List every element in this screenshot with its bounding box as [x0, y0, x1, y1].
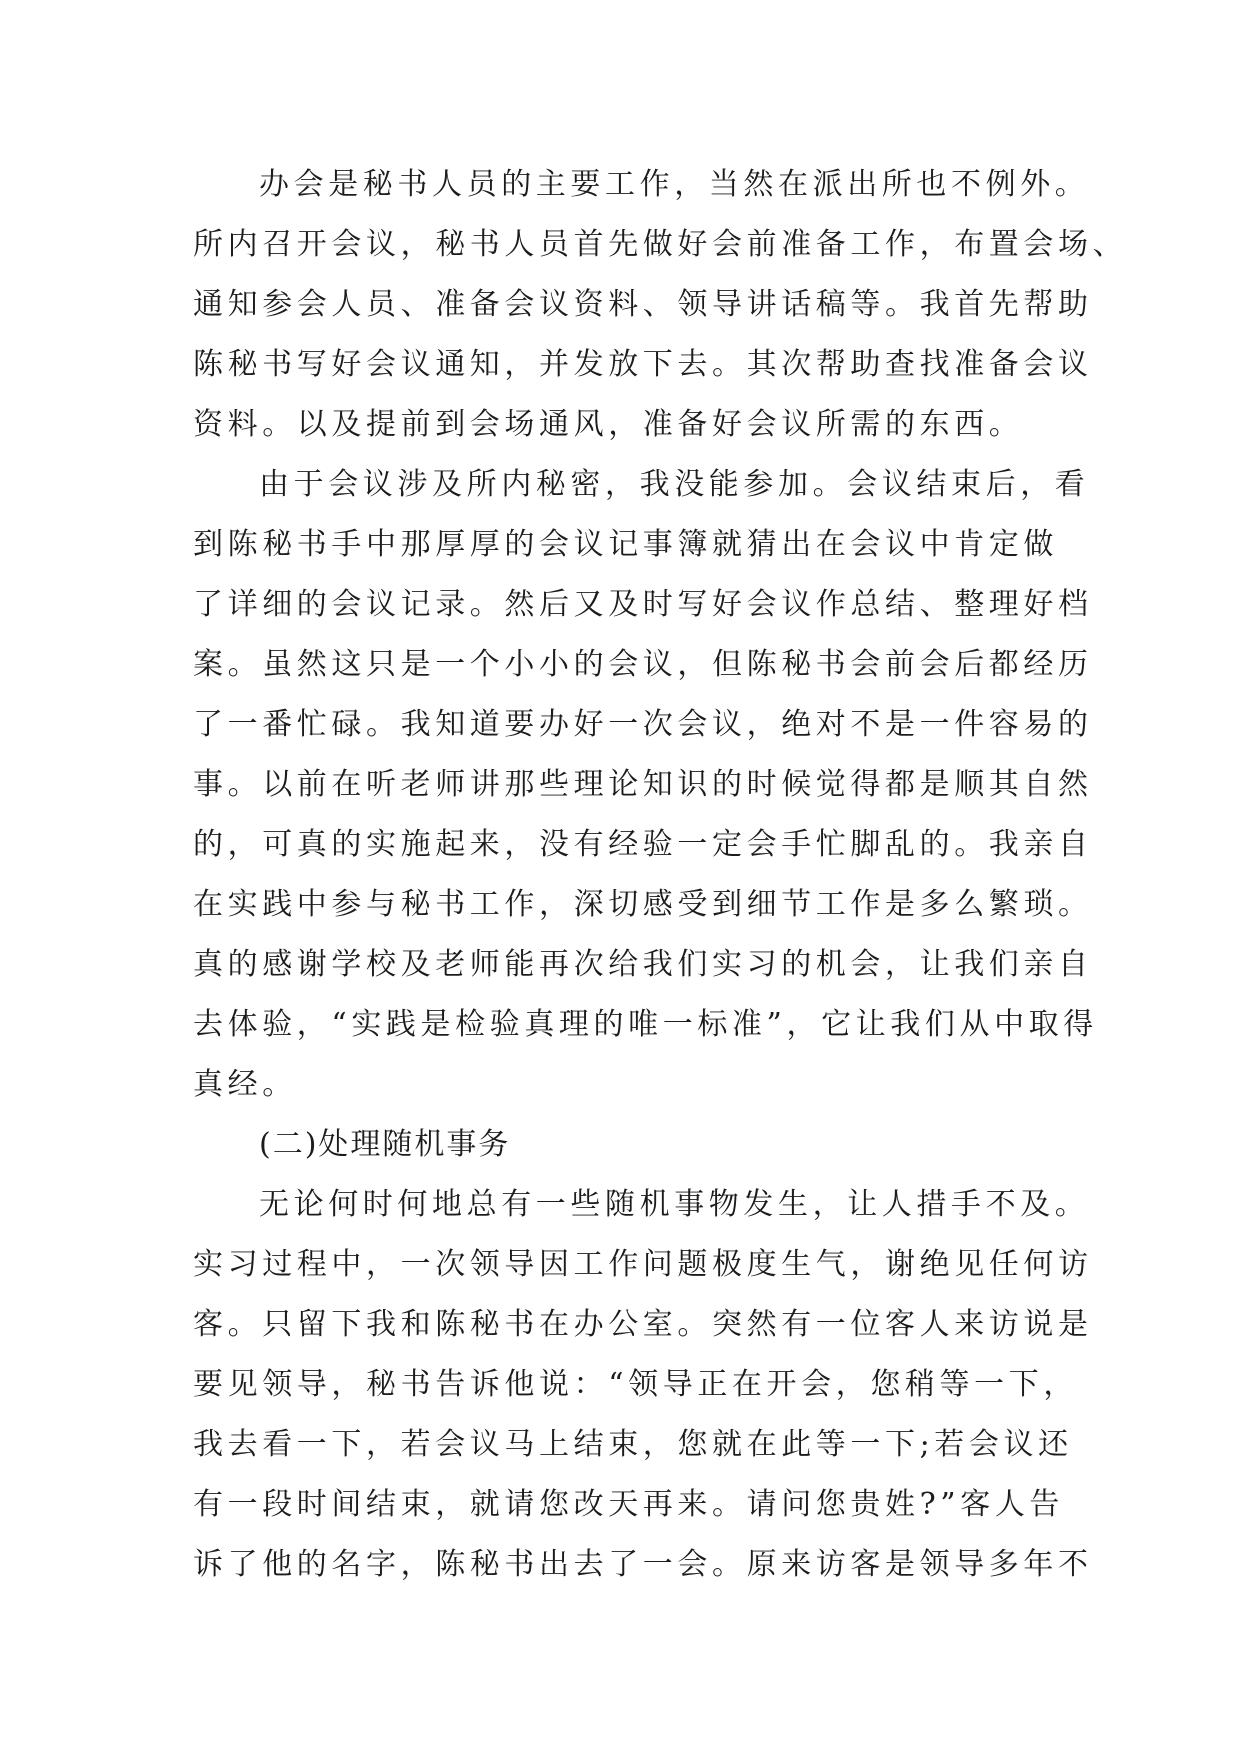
- paragraph-line: 到陈秘书手中那厚厚的会议记事簿就猜出在会议中肯定做: [193, 527, 1058, 562]
- paragraph-line: 了一番忙碌。我知道要办好一次会议，绝对不是一件容易的: [193, 707, 1093, 742]
- paragraph-line: 要见领导，秘书告诉他说：“领导正在开会，您稍等一下，: [193, 1367, 1078, 1402]
- paragraph-line: 真经。: [193, 1067, 297, 1102]
- paragraph-line: 真的感谢学校及老师能再次给我们实习的机会，让我们亲自: [193, 947, 1093, 982]
- paragraph-line: 无论何时何地总有一些随机事物发生，让人措手不及。: [259, 1187, 1090, 1222]
- paragraph-line: 由于会议涉及所内秘密，我没能参加。会议结束后，看: [259, 467, 1090, 502]
- paragraph-line: 的，可真的实施起来，没有经验一定会手忙脚乱的。我亲自: [193, 827, 1093, 862]
- section-heading: (二)处理随机事务: [259, 1127, 511, 1162]
- paragraph-line: 实习过程中，一次领导因工作问题极度生气，谢绝见任何访: [193, 1247, 1093, 1282]
- paragraph-line: 诉了他的名字，陈秘书出去了一会。原来访客是领导多年不: [193, 1547, 1093, 1582]
- paragraph-line: 有一段时间结束，就请您改天再来。请问您贵姓?”客人告: [193, 1487, 1065, 1522]
- paragraph-line: 我去看一下，若会议马上结束，您就在此等一下;若会议还: [193, 1427, 1073, 1462]
- paragraph-line: 陈秘书写好会议通知，并发放下去。其次帮助查找准备会议: [193, 347, 1093, 382]
- paragraph-line: 在实践中参与秘书工作，深切感受到细节工作是多么繁琐。: [193, 887, 1093, 922]
- paragraph-line: 了详细的会议记录。然后又及时写好会议作总结、整理好档: [193, 587, 1093, 622]
- paragraph-line: 客。只留下我和陈秘书在办公室。突然有一位客人来访说是: [193, 1307, 1093, 1342]
- paragraph-line: 案。虽然这只是一个小小的会议，但陈秘书会前会后都经历: [193, 647, 1093, 682]
- paragraph-line: 办会是秘书人员的主要工作，当然在派出所也不例外。: [259, 167, 1090, 202]
- paragraph-line: 所内召开会议，秘书人员首先做好会前准备工作，布置会场、: [193, 227, 1128, 262]
- paragraph-line: 事。以前在听老师讲那些理论知识的时候觉得都是顺其自然: [193, 767, 1093, 802]
- paragraph-line: 资料。以及提前到会场通风，准备好会议所需的东西。: [193, 407, 1024, 442]
- paragraph-line: 通知参会人员、准备会议资料、领导讲话稿等。我首先帮助: [193, 287, 1093, 322]
- paragraph-line: 去体验，“实践是检验真理的唯一标准”，它让我们从中取得: [193, 1007, 1098, 1042]
